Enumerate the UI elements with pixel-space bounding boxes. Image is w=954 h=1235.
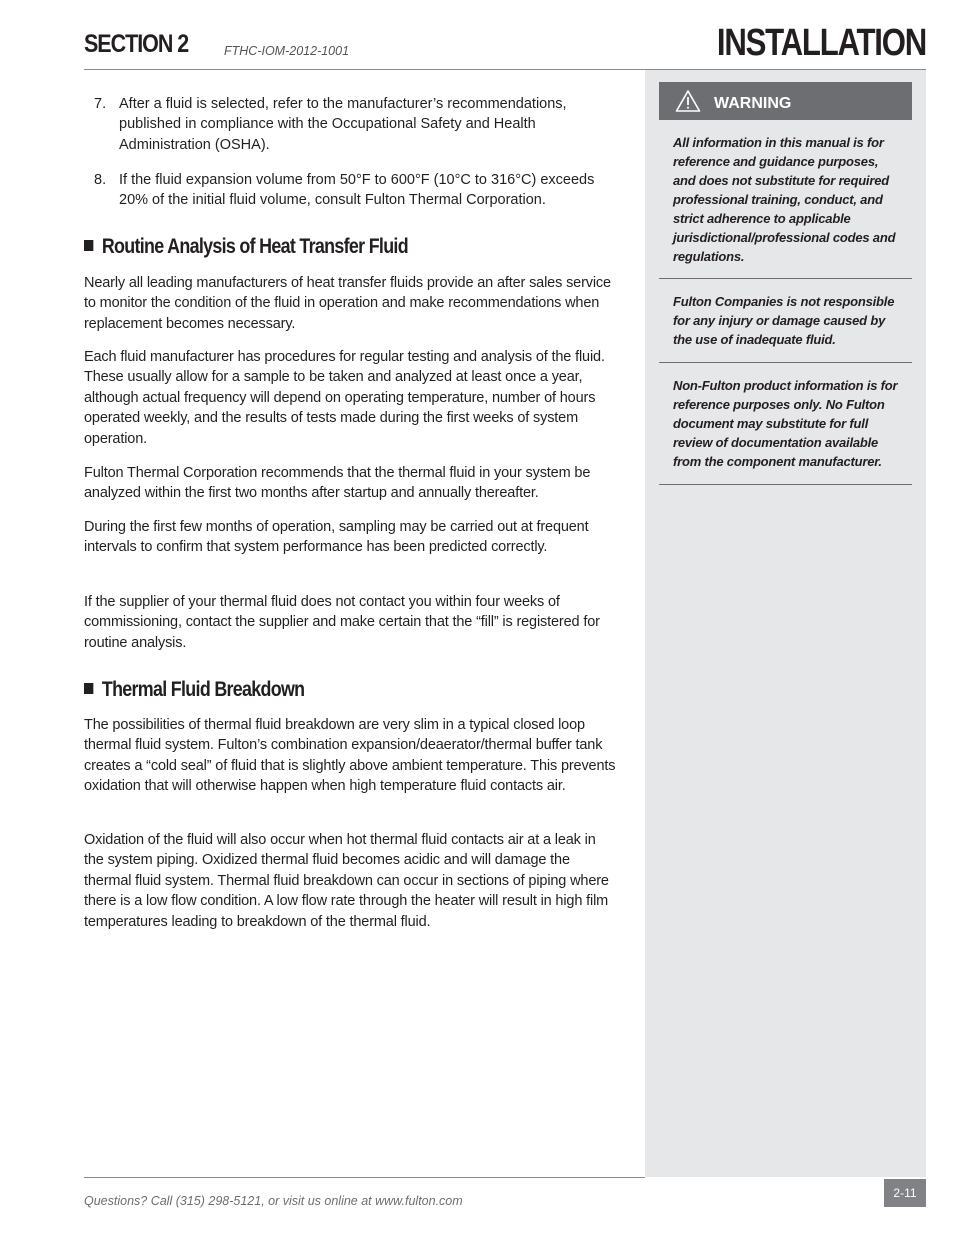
section-heading-routine-analysis [84,235,408,259]
paragraph: Nearly all leading manufacturers of heat transfer fluids provide an after sales service to monitor the condition of the fluid in operation and make recommendations when replacement becomes necessary. [84,275,611,332]
document-number: FTHC-IOM-2012-1001 [224,44,350,58]
page-number: 2-11 [884,1179,926,1207]
warning-note-disclaimer: All information in this manual is for reference and guidance purposes, and does not substitute for required professional training, conduct, and strict adherence to applicable jurisdictional/professional codes and regulations. [673,135,896,264]
list-text: After a fluid is selected, refer to the manufacturer’s recommendations, published in compliance with the Occupational Safety and Health Administration (OSHA). [119,96,567,153]
sidebar-divider [659,484,912,485]
warning-note-third-party: Non-Fulton product information is for reference purposes only. No Fulton document may substitute for full review of documentation available from the component manufacturer. [673,378,898,469]
square-bullet-icon [84,240,93,251]
heading-text: Thermal Fluid Breakdown [101,678,305,701]
sidebar-divider [659,362,912,363]
warning-note-liability: Fulton Companies is not responsible for any injury or damage caused by the use of inadequate fluid. [673,294,895,347]
section-heading-thermal-breakdown [84,678,304,702]
paragraph: If the supplier of your thermal fluid does not contact you within four weeks of commissioning, contact the supplier and make certain that the “fill” is registered for routine analysis. [84,594,600,651]
page-title: INSTALLATION [716,22,926,64]
list-number: 7. [94,96,107,112]
paragraph: During the first few months of operation, sampling may be carried out at frequent intervals to confirm that system performance has been predicted correctly. [84,519,589,556]
footer-contact: Questions? Call (315) 298-5121, or visit us online at www.fulton.com [84,1194,463,1208]
square-bullet-icon [84,683,93,694]
warning-label: WARNING [714,95,792,112]
warning-banner [659,82,912,120]
warning-triangle-icon [675,89,701,113]
paragraph: The possibilities of thermal fluid breakdown are very slim in a typical closed loop thermal fluid system. Fulton’s combination expansion/deaerator/thermal buffer tank creates a “cold seal” of fluid that is slightly above ambient temperature. This prevents oxidation that will otherwise happen when high temperature fluid contacts air. [84,717,616,795]
sidebar-divider [659,278,912,279]
footer-divider [84,1177,645,1178]
paragraph: Fulton Thermal Corporation recommends that the thermal fluid in your system be analyzed within the first two months after startup and annually thereafter. [84,465,591,502]
list-text: If the fluid expansion volume from 50°F to 600°F (10°C to 316°C) exceeds 20% of the initial fluid volume, consult Fulton Thermal Corporation. [119,172,595,209]
heading-text: Routine Analysis of Heat Transfer Fluid [101,235,408,258]
section-label: SECTION 2 [84,30,189,58]
paragraph: Each fluid manufacturer has procedures for regular testing and analysis of the fluid. These usually allow for a sample to be taken and analyzed at least once a year, although actual frequency will depend on operating temperature, number of hours operated weekly, and the results of tests made during the first weeks of system operation. [84,349,605,447]
paragraph: Oxidation of the fluid will also occur when hot thermal fluid contacts air at a leak in the system piping. Oxidized thermal fluid becomes acidic and will damage the thermal fluid system. Thermal fluid breakdown can occur in sections of piping where there is a low flow condition. A low flow rate through the heater will result in high film temperatures leading to breakdown of the thermal fluid. [84,832,609,930]
list-number: 8. [94,172,107,188]
